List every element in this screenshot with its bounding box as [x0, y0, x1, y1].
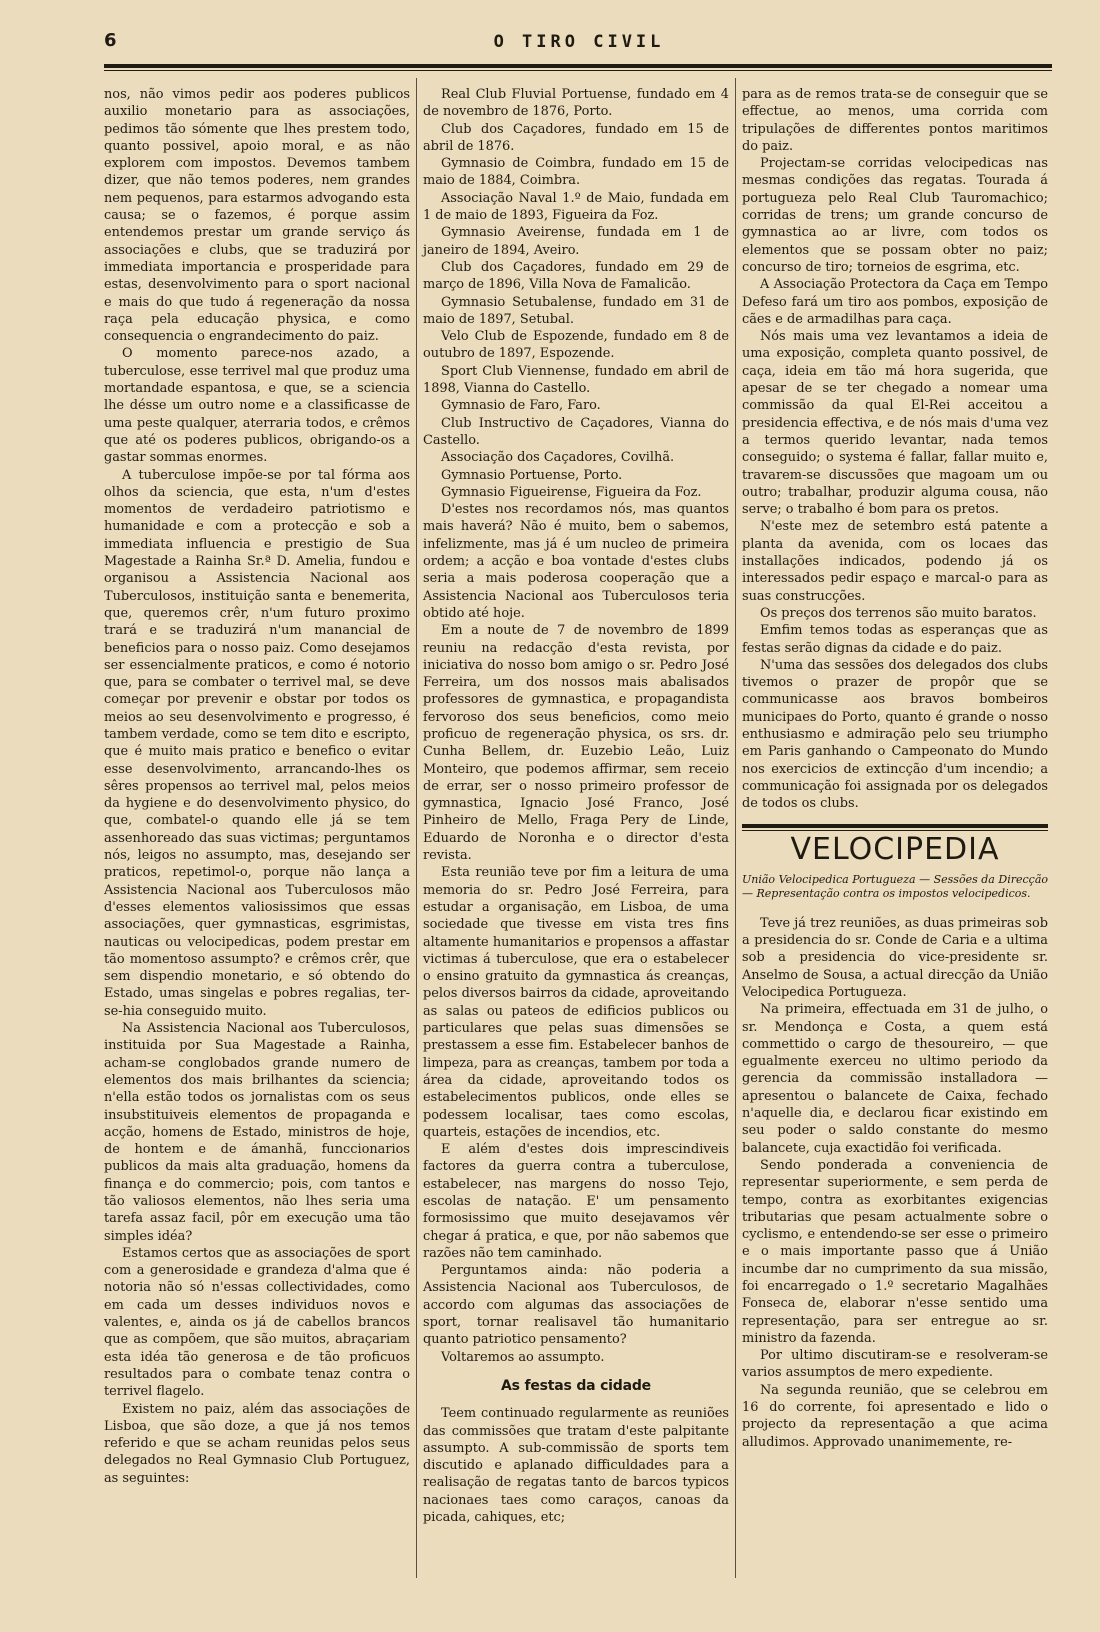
paragraph: Na segunda reunião, que se celebrou em 16 do corrente, foi apresentado e lido o projecto da representação a que acima alludimos. Approvado unanimemente, re-	[742, 1382, 1048, 1450]
column-2	[423, 86, 729, 1526]
paragraph: Teem continuado regularmente as reuniões das commissões que tratam d'este palpitante assumpto. A sub-commissão de sports tem discutido e aplanado difficuldades para a realisação de regatas tanto de barcos typicos nacionaes taes como caraços, canoas da picada, cahiques, etc;	[423, 1406, 729, 1526]
club-entry: Club Instructivo de Caçadores, Vianna do Castello.	[423, 415, 729, 448]
club-entry: Gymnasio Setubalense, fundado em 31 de maio de 1897, Setubal.	[423, 294, 729, 327]
club-entry: Club dos Caçadores, fundado em 15 de abril de 1876.	[423, 121, 729, 154]
paragraph: N'uma das sessões dos delegados dos clubs tivemos o prazer de propôr que se communicasse aos bravos bombeiros municipaes do Porto, quanto é grande o nosso enthusiasmo e admiração pelo seu triumpho em Paris ganhando o Campeonato do Mundo nos exercicios de extincção d'um incendio; a communicação foi assignada por os delegados de todos os clubs.	[742, 657, 1048, 812]
paragraph: nos, não vimos pedir aos poderes publicos auxilio monetario para as associações, pedimos tão sómente que lhes prestem todo, quanto possivel, apoio moral, e as não explorem com impostos. Devemos tambem dizer, que não temos poderes, nem grandes nem pequenos, para estarmos advogando esta causa; se o fazemos, é porque assim entendemos prestar um grande serviço ás associações e clubs, que se traduzirá por immediata importancia e prosperidade para estas, desenvolvimento para o sport nacional e mais do que tudo á regeneração da nossa raça pela educação physica, e como consequencia o engrandecimento do paiz.	[104, 87, 410, 345]
paragraph: Na Assistencia Nacional aos Tuberculosos, instituida por Sua Magestade a Rainha, acham-se conglobados grande numero de elementos dos mais brilhantes da sciencia; n'ella estão todos os jornalistas com os seus insubstituiveis elementos de propaganda e acção, homens de Estado, ministros de hoje, de hontem e de ámanhã, funccionarios publicos da mais alta graduação, homens da finança e do commercio; pois, com tantos e tão valiosos elementos, não lhes seria uma tarefa assaz facil, pôr em execução uma tão simples idéa?	[104, 1021, 410, 1244]
paragraph: Por ultimo discutiram-se e resolveram-se varios assumptos de mero expediente.	[742, 1348, 1048, 1381]
column-divider	[735, 78, 736, 1578]
section-heading: As festas da cidade	[501, 1377, 651, 1394]
club-entry: Sport Club Viennense, fundado em abril de 1898, Vianna do Castello.	[423, 363, 729, 397]
section-title: VELOCIPEDIA	[790, 832, 1000, 868]
club-entry: Gymnasio Aveirense, fundada em 1 de janeiro de 1894, Aveiro.	[423, 225, 729, 258]
column-divider	[416, 78, 417, 1578]
paragraph: A Associação Protectora da Caça em Tempo Defeso fará um tiro aos pombos, exposição de cães e de armadilhas para caça.	[742, 277, 1048, 327]
header-rule	[104, 64, 1052, 68]
club-entry: Club dos Caçadores, fundado em 29 de março de 1896, Villa Nova de Famalicão.	[423, 259, 729, 293]
paragraph: E além d'estes dois imprescindiveis factores da guerra contra a tuberculose, estabelecer, nas margens do nosso Tejo, escolas de natação. E' um pensamento formosissimo que muito desejavamos vêr chegar á pratica, e que, por não sabemos que razões não tem caminhado.	[423, 1142, 729, 1261]
section-summary: União Velocipedica Portugueza — Sessões da Direcção — Representação contra os impostos velocipedicos.	[742, 872, 1048, 900]
paragraph: D'estes nos recordamos nós, mas quantos mais haverá? Não é muito, bem o sabemos, infelizmente, mas já é um nucleo de primeira ordem; a acção e boa vontade d'estes clubs seria a mais poderosa cooperação que a Assistencia Nacional aos Tuberculosos teria obtido até hoje.	[423, 502, 729, 621]
section-rule-thin	[742, 830, 1048, 831]
club-entry: Gymnasio de Faro, Faro.	[441, 398, 601, 414]
paragraph: para as de remos trata-se de conseguir que se effectue, ao menos, uma corrida com tripulações de differentes pontos maritimos do paiz.	[742, 87, 1048, 154]
paragraph: Projectam-se corridas velocipedicas nas mesmas condições das regatas. Tourada á portugueza pelo Real Club Tauromachico; corridas de trens; um grande concurso de gymnastica ao ar livre, com todos os elementos que se possam obter no paiz; concurso de tiro; torneios de esgrima, etc.	[742, 156, 1048, 275]
paragraph: Teve já trez reuniões, as duas primeiras sob a presidencia do sr. Conde de Caria e a ultima sob a presidencia do vice-presidente sr. Anselmo de Sousa, a actual direcção da União Velocipedica Portugueza.	[742, 915, 1048, 1000]
page-number: 6	[104, 30, 117, 51]
section-rule	[742, 824, 1048, 828]
masthead-title: O TIRO CIVIL	[493, 32, 665, 52]
paragraph: O momento parece-nos azado, a tuberculose, esse terrivel mal que produz uma mortandade espantosa, e que, se a sciencia lhe désse um outro nome e a classificasse de uma peste qualquer, aterraria todos, e crêmos que até os poderes publicos, obrigando-os a gastar sommas enormes.	[104, 346, 410, 466]
club-entry: Associação dos Caçadores, Covilhã.	[441, 450, 675, 466]
paragraph: A tuberculose impõe-se por tal fórma aos olhos da sciencia, que esta, n'um d'estes momentos de verdadeiro patriotismo e humanidade e com a protecção e sob a immediata influencia e prestigio de Sua Magestade a Rainha Sr.ª D. Amelia, fundou e organisou a Assistencia Nacional aos Tuberculosos, instituição santa e benemerita, que, queremos crêr, n'um futuro proximo trará e se traduzirá n'um manancial de beneficios para o nosso paiz. Como desejamos ser essencialmente praticos, e como é notorio que, para se combater o terrivel mal, se deve começar por prevenir e obstar por todos os meios ao seu desenvolvimento e progresso, é tambem verdade, como se tem dito e escripto, que é muito mais pratico e benefico o evitar esse desenvolvimento, arrancando-lhes os sêres propensos ao terrivel mal, pelos meios da hygiene e do desenvolvimento physico, do que, combatel-o quando elle já se tem assenhoreado das suas victimas; perguntamos nós, leigos no assumpto, mas, desejando ser praticos, repetimol-o, porque não lança a Assistencia Nacional aos Tuberculosos mão d'esses elementos valiosissimos que essas associações, quer gymnasticas, esgrimistas, nauticas ou velocipedicas, podem prestar em tão momentoso assumpto? e crêmos crêr, que sem dispendio monetario, e só obtendo do Estado, umas singelas e pobres regalias, ter-se-hia conseguido muito.	[104, 467, 410, 1019]
club-entry: Gymnasio de Coimbra, fundado em 15 de maio de 1884, Coimbra.	[423, 156, 729, 189]
club-entry: Associação Naval 1.º de Maio, fundada em 1 de maio de 1893, Figueira da Foz.	[423, 190, 729, 224]
paragraph: Voltaremos ao assumpto.	[441, 1349, 605, 1365]
paragraph: Os preços dos terrenos são muito baratos.	[760, 605, 1037, 621]
club-entry: Gymnasio Figueirense, Figueira da Foz.	[441, 484, 702, 500]
header-rule-thin	[104, 70, 1052, 71]
paragraph: Na primeira, effectuada em 31 de julho, o sr. Mendonça e Costa, a quem está commettido o cargo de thesoureiro, — que egualmente exerceu no ultimo periodo da gerencia da commissão installadora — apresentou o balancete de Caixa, fechado n'aquelle dia, e declarou ficar existindo em seu poder o saldo constante do mesmo balancete, cuja exactidão foi verificada.	[742, 1002, 1048, 1156]
paragraph: Sendo ponderada a conveniencia de representar superiormente, e sem perda de tempo, contra as exorbitantes exigencias tributarias que pesam actualmente sobre o cyclismo, e entendendo-se ser esse o primeiro e o mais importante passo que á União incumbe dar no cumprimento da sua missão, foi encarregado o 1.º secretario Magalhães Fonseca de, elaborar n'esse sentido uma representação, para ser entregue ao sr. ministro da fazenda.	[742, 1157, 1048, 1346]
paragraph: Perguntamos ainda: não poderia a Assistencia Nacional aos Tuberculosos, de accordo com algumas das associações de sport, tornar realisavel tão humanitario quanto patriotico pensamento?	[423, 1263, 729, 1348]
paragraph: N'este mez de setembro está patente a planta da avenida, com os locaes das installações indicados, podendo já os interessados pedir espaço e marcal-o para as suas construcções.	[742, 519, 1048, 604]
paragraph: Estamos certos que as associações de sport com a generosidade e grandeza d'alma que é notoria não só n'essas collectividades, como em cada um desses individuos novos e valentes, e, ainda os já de cabellos brancos que as compõem, que são muitos, abraçariam esta idéa tão generosa e de tão proficuos resultados para o combate tenaz contra o terrivel flagelo.	[104, 1245, 410, 1400]
club-entry: Velo Club de Espozende, fundado em 8 de outubro de 1897, Espozende.	[423, 329, 729, 362]
column-1	[104, 86, 410, 1487]
club-entry: Gymnasio Portuense, Porto.	[441, 467, 623, 483]
paragraph: Em a noute de 7 de novembro de 1899 reuniu na redacção d'esta revista, por iniciativa do nosso bom amigo o sr. Pedro José Ferreira, um dos nossos mais abalisados professores de gymnastica, e propagandista fervoroso dos seus beneficios, como meio proficuo de regeneração physica, os srs. dr. Cunha Bellem, dr. Euzebio Leão, Luiz Monteiro, que podemos affirmar, sem receio de errar, ser o nosso primeiro professor de gymnastica, Ignacio José Franco, José Pinheiro de Mello, Fraga Pery de Linde, Eduardo de Noronha e o director d'esta revista.	[423, 623, 729, 864]
paragraph: Emfim temos todas as esperanças que as festas serão dignas da cidade e do paiz.	[742, 623, 1048, 656]
club-entry: Real Club Fluvial Portuense, fundado em 4 de novembro de 1876, Porto.	[423, 87, 729, 120]
paragraph: Esta reunião teve por fim a leitura de uma memoria do sr. Pedro José Ferreira, para estudar a organisação, em Lisboa, de uma sociedade que tivesse em vista tres fins altamente humanitarios e propensos a affastar victimas á tuberculose, que era o estabelecer o ensino gratuito da gymnastica ás creanças, pelos diversos bairros da cidade, aproveitando as salas ou pateos de edificios publicos ou particulares que pelas suas dimensões se prestassem a esse fim. Estabelecer banhos de limpeza, para as creanças, tambem por toda a área da cidade, aproveitando todos os estabelecimentos publicos, onde elles se podessem localisar, taes como escolas, quarteis, estações de incendios, etc.	[423, 865, 729, 1140]
column-3	[742, 86, 1048, 1451]
paragraph: Existem no paiz, além das associações de Lisboa, que são doze, a que já nos temos referido e que se acham reunidas pelos seus delegados no Real Gymnasio Club Portuguez, as seguintes:	[104, 1401, 410, 1486]
paragraph: Nós mais uma vez levantamos a ideia de uma exposição, completa quanto possivel, de caça, ideia em tão má hora sugerida, que apesar de se ter chegado a nomear uma commissão da qual El-Rei acceitou a presidencia effectiva, e de nós mais d'uma vez a termos querido levantar, nada temos conseguido; o systema é fallar, fallar muito e, travarem-se discussões que magoam um ou outro; trabalhar, produzir alguma cousa, não serve; o trabalho é bom para os pretos.	[742, 329, 1048, 518]
page-header	[104, 30, 1054, 60]
